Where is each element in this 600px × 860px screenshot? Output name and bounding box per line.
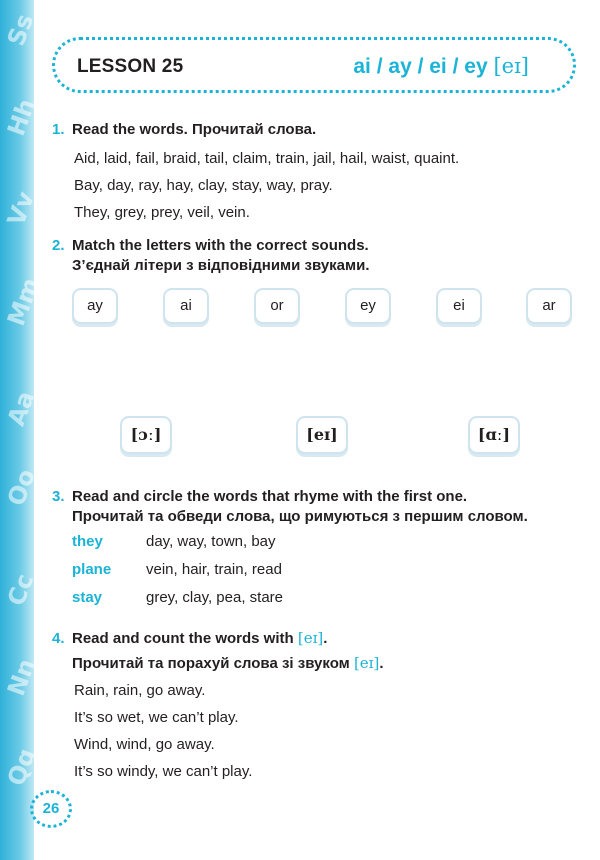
task-number: 2. xyxy=(52,237,65,254)
task-1-title: 1. Read the words. Прочитай слова. xyxy=(52,121,317,138)
letter-card-ay[interactable]: ay xyxy=(72,288,118,324)
task-number: 1. xyxy=(52,121,65,138)
letter-card-ai[interactable]: ai xyxy=(163,288,209,324)
lesson-title: LESSON 25 xyxy=(77,56,184,77)
lesson-header xyxy=(52,37,576,93)
rhyme-first-word: they xyxy=(72,533,103,550)
rhyme-options[interactable]: grey, clay, pea, stare xyxy=(146,589,284,606)
task-3-title: 3. Read and circle the words that rhyme with the first one. xyxy=(52,488,468,505)
poem-line: It’s so windy, we can’t play. xyxy=(74,763,253,780)
decorative-letter: Aa xyxy=(2,387,41,430)
task-1-line: Bay, day, ray, hay, clay, stay, way, pray. xyxy=(74,177,333,194)
task-2-title: 2. Match the letters with the correct sounds. xyxy=(52,237,369,254)
lesson-sounds-ipa: [eɪ] xyxy=(493,54,529,78)
decorative-letter: Vv xyxy=(2,187,41,230)
sound-card-aw[interactable]: [ɔː] xyxy=(120,416,172,454)
task-3 xyxy=(52,487,572,527)
task-number: 4. xyxy=(52,630,65,647)
rhyme-options[interactable]: vein, hair, train, read xyxy=(146,561,282,578)
rhyme-row xyxy=(72,588,283,608)
task-1 xyxy=(52,120,572,226)
task-4-title: 4. Read and count the words with [eɪ]. xyxy=(52,629,328,647)
rhyme-first-word: stay xyxy=(72,589,103,606)
rhyme-options[interactable]: day, way, town, bay xyxy=(146,533,276,550)
poem-line: It’s so wet, we can’t play. xyxy=(74,709,239,726)
decorative-letter: Hh xyxy=(2,95,42,140)
poem-line: Rain, rain, go away. xyxy=(74,682,206,699)
page-number: 26 xyxy=(30,790,72,828)
decorative-letter: Oo xyxy=(2,465,41,510)
rhyme-row xyxy=(72,532,276,552)
lesson-sounds-letters: ai / ay / ei / ey xyxy=(353,55,494,78)
decorative-side-strip xyxy=(0,0,46,860)
task-3-subtitle: Прочитай та обведи слова, що римуються з першим словом. xyxy=(72,508,528,525)
task-1-line: Aid, laid, fail, braid, tail, claim, train, jail, hail, waist, quaint. xyxy=(74,150,460,167)
lesson-sounds xyxy=(353,54,529,79)
decorative-letter: Ss xyxy=(2,10,40,50)
sound-card-ei[interactable]: [eɪ] xyxy=(296,416,348,454)
rhyme-row xyxy=(72,560,282,580)
letter-card-or[interactable]: or xyxy=(254,288,300,324)
decorative-letter: Mm xyxy=(2,274,46,330)
task-2 xyxy=(52,236,572,276)
decorative-letter: Nn xyxy=(2,655,42,700)
task-2-subtitle: З’єднай літери з відповідними звуками. xyxy=(72,257,370,274)
sound-card-ar[interactable]: [ɑː] xyxy=(468,416,520,454)
task-4-subtitle: Прочитай та порахуй слова зі звуком [eɪ]. xyxy=(72,654,384,672)
task-4 xyxy=(52,628,572,785)
decorative-letter: Cc xyxy=(2,570,40,610)
rhyme-first-word: plane xyxy=(72,561,112,578)
task-number: 3. xyxy=(52,488,65,505)
task-1-line: They, grey, prey, veil, vein. xyxy=(74,204,250,221)
poem-line: Wind, wind, go away. xyxy=(74,736,215,753)
letter-card-ey[interactable]: ey xyxy=(345,288,391,324)
letter-card-ei[interactable]: ei xyxy=(436,288,482,324)
letter-card-ar[interactable]: ar xyxy=(526,288,572,324)
decorative-letter: Qq xyxy=(2,744,42,790)
